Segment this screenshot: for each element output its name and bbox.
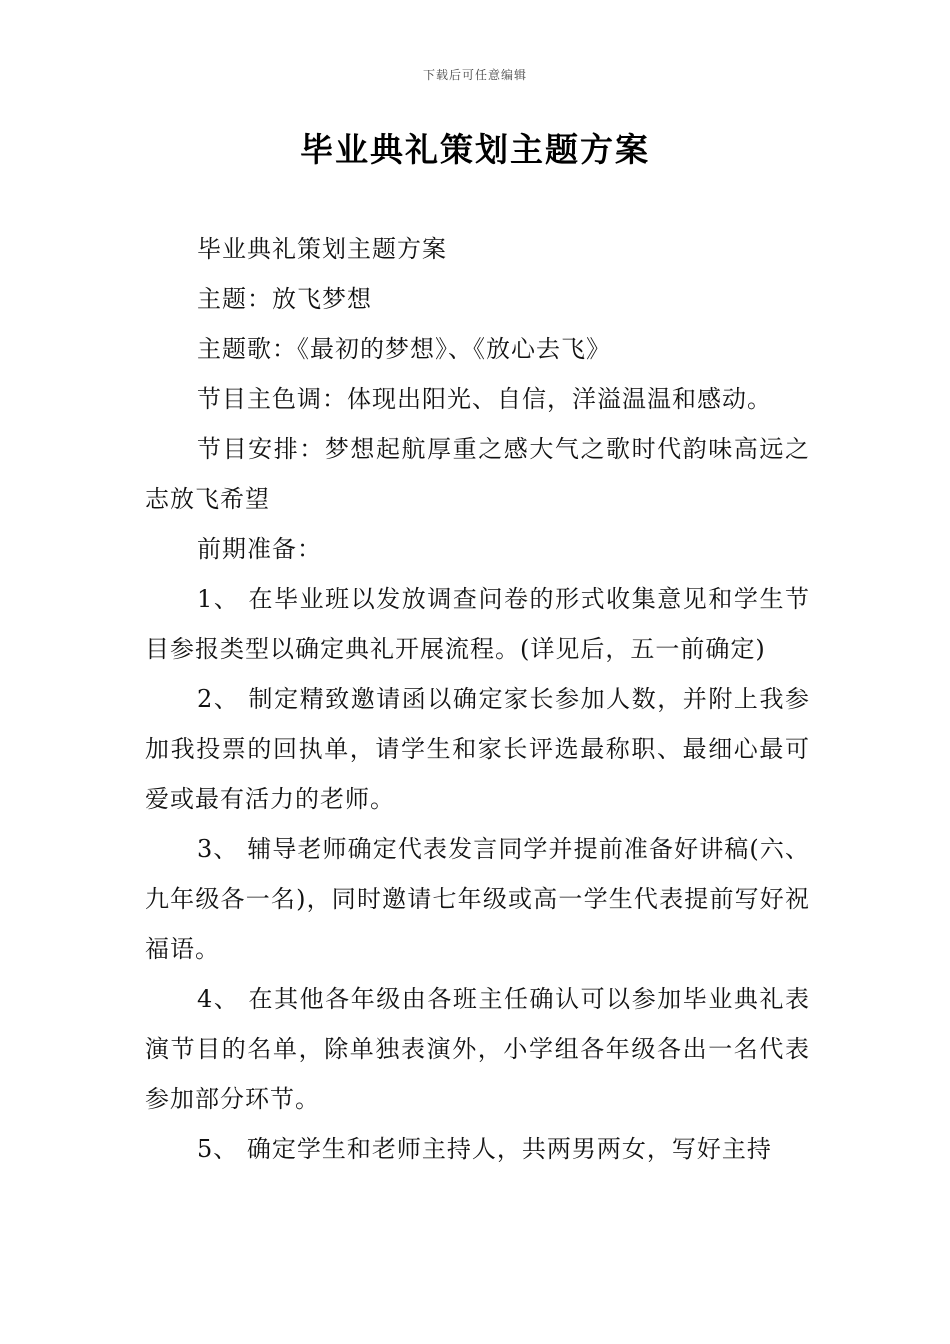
- paragraph-theme: 主题：放飞梦想: [197, 285, 372, 313]
- paragraph-item-2: 2、 制定精致邀请函以确定家长参加人数，并附上我参加我投票的回执单，请学生和家长评选最称职、最细心最可爱或最有活力的老师。: [145, 685, 810, 813]
- document-title: 毕业典礼策划主题方案: [300, 130, 650, 169]
- header-note: 下载后可任意编辑: [422, 68, 527, 82]
- paragraph-item-3: 3、 辅导老师确定代表发言同学并提前准备好讲稿(六、九年级各一名)，同时邀请七年级或高一学生代表提前写好祝福语。: [145, 835, 810, 963]
- paragraph-preparation-heading: 前期准备：: [197, 535, 322, 563]
- document-body: [145, 224, 810, 1174]
- paragraph-main-tone: 节目主色调：体现出阳光、自信，洋溢温温和感动。: [197, 385, 772, 413]
- paragraph-item-1: 1、 在毕业班以发放调查问卷的形式收集意见和学生节目参报类型以确定典礼开展流程。(详见后，五一前确定): [145, 585, 810, 663]
- paragraph-program-arrangement: 节目安排：梦想起航厚重之感大气之歌时代韵味高远之志放飞希望: [145, 435, 810, 513]
- paragraph-item-4: 4、 在其他各年级由各班主任确认可以参加毕业典礼表演节目的名单，除单独表演外，小学组各年级各出一名代表参加部分环节。: [145, 985, 810, 1113]
- paragraph-item-5: 5、 确定学生和老师主持人，共两男两女，写好主持: [197, 1135, 772, 1163]
- paragraph-subtitle: 毕业典礼策划主题方案: [197, 235, 447, 263]
- paragraph-theme-song: 主题歌：《最初的梦想》、《放心去飞》: [197, 335, 611, 363]
